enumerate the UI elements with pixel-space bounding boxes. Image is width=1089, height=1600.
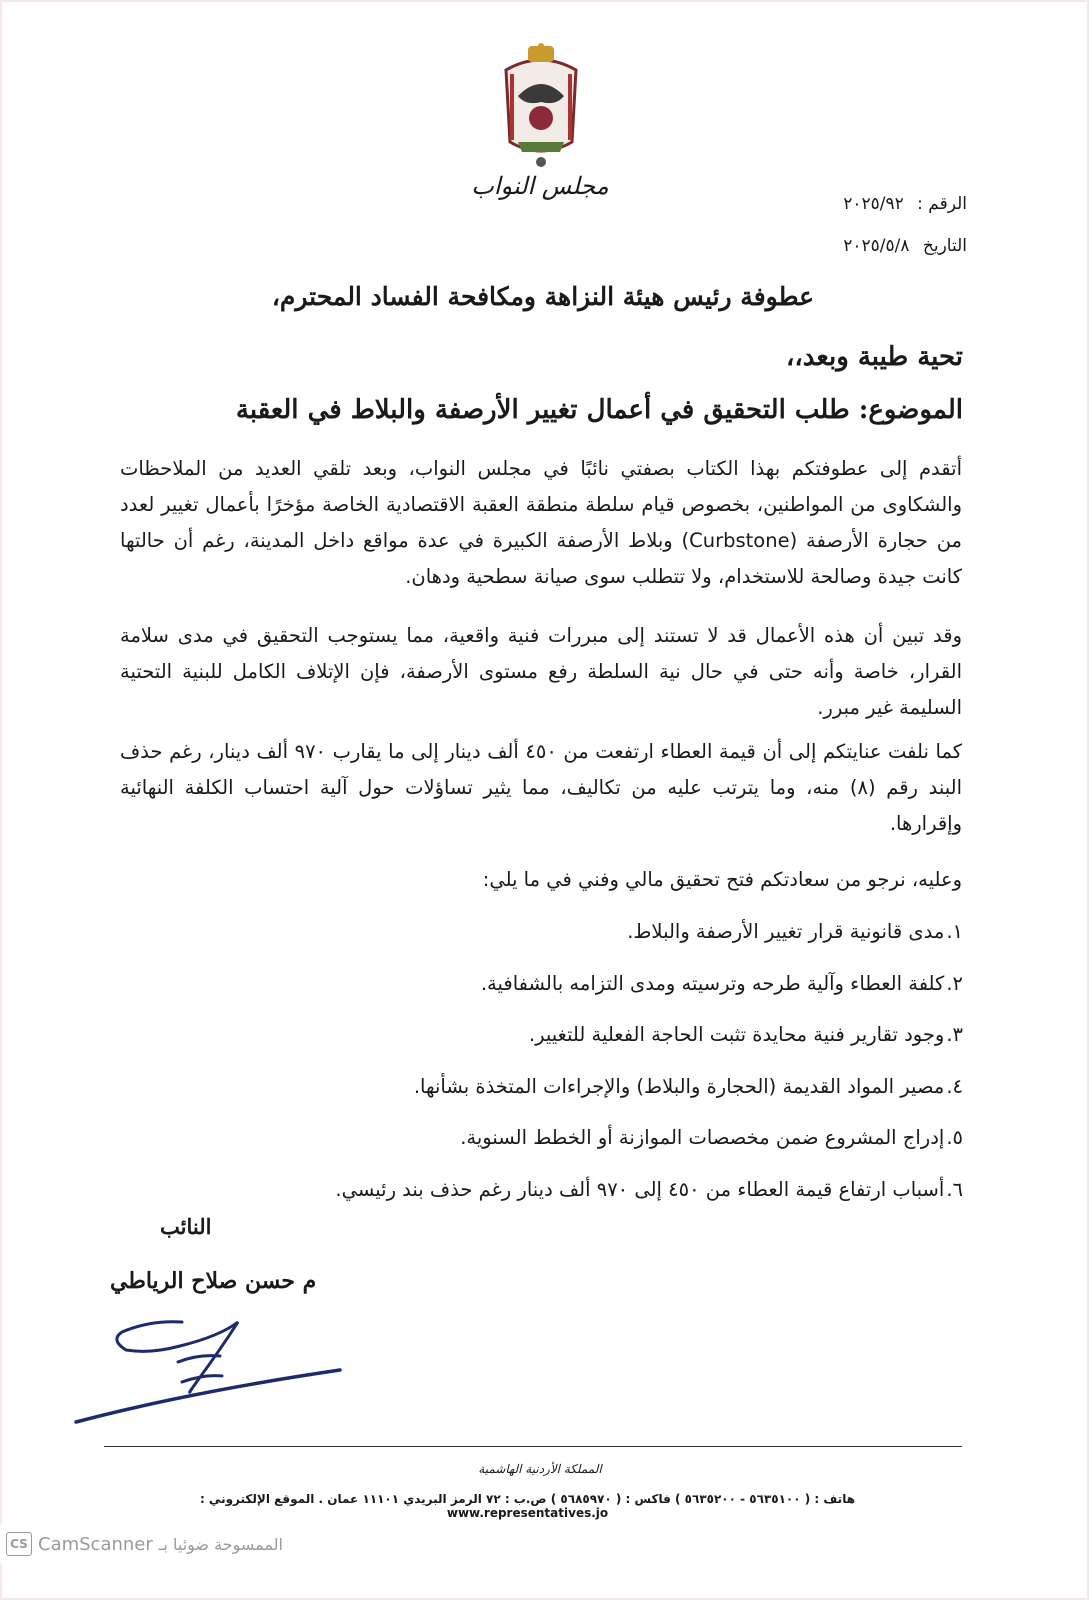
list-item: ٥.إدراج المشروع ضمن مخصصات الموازنة أو الخطط السنوية. — [460, 1126, 963, 1149]
greeting-line: تحية طيبة وبعد،، — [786, 342, 963, 372]
signature-title: النائب — [160, 1214, 212, 1239]
date-value: ٢٠٢٥/٥/٨ — [843, 236, 910, 256]
body-paragraph: أتقدم إلى عطوفتكم بهذا الكتاب بصفتي نائبًا في مجلس النواب، وبعد تلقي العديد من الملاحظات والشكاوى من المواطنين، بخصوص قيام سلطة منطقة العقبة الاقتصادية الخاصة مؤخرًا بأعمال تغيير لعدد من حجارة الأرصفة (Curbstone) وبلاط الأرصفة الكبيرة في عدة مواقع داخل المدينة، رغم أن حالتها كانت جيدة وصالحة للاستخدام، ولا تتطلب سوى صيانة سطحية ودهان. — [120, 457, 962, 588]
reference-label: الرقم : — [917, 194, 967, 214]
request-list — [335, 912, 963, 1221]
recipient-line: عطوفة رئيس هيئة النزاهة ومكافحة الفساد المحترم، — [271, 282, 814, 311]
camscanner-arabic: الممسوحة ضوئيا بـ — [158, 1534, 283, 1554]
body-paragraph: وقد تبين أن هذه الأعمال قد لا تستند إلى مبررات فنية واقعية، مما يستوجب التحقيق في مدى سلامة القرار، خاصة وأنه حتى في حال نية السلطة رفع مستوى الأرصفة، فإن الإتلاف الكامل للبنية التحتية السليمة غير مبرر. — [120, 624, 962, 719]
list-item: ٣.وجود تقارير فنية محايدة تثبت الحاجة الفعلية للتغيير. — [528, 1023, 963, 1046]
letter-date — [843, 236, 967, 256]
footer-kingdom: المملكة الأردنية الهاشمية — [478, 1462, 602, 1476]
subject-line: الموضوع: طلب التحقيق في أعمال تغيير الأرصفة والبلاط في العقبة — [235, 395, 963, 425]
camscanner-brand: CamScanner — [38, 1533, 153, 1555]
council-name: مجلس النواب — [471, 172, 609, 200]
body-paragraph: كما نلفت عنايتكم إلى أن قيمة العطاء ارتفعت من ٤٥٠ ألف دينار إلى ما يقارب ٩٧٠ ألف دينار، رغم حذف البند رقم (٨) منه، وما يترتب عليه من تكاليف، مما يثير تساؤلات حول آلية احتساب الكلفة النهائية وإقرارها. — [120, 740, 962, 835]
footer-contact: هاتف : ( ٥٦٣٥١٠٠ - ٥٦٣٥٢٠٠ ) فاكس : ( ٥٦٨٥٩٧٠ ) ص.ب : ٧٢ الرمز البريدي ١١١٠١ عمان . الموقع الإلكتروني : www.representatives.jo — [199, 1492, 856, 1520]
reference-value: ٢٠٢٥/٩٢ — [843, 194, 904, 214]
signature-name: م حسن صلاح الرياطي — [110, 1268, 317, 1294]
list-item: ٤.مصير المواد القديمة (الحجارة والبلاط) والإجراءات المتخذة بشأنها. — [413, 1074, 963, 1098]
camscanner-watermark — [0, 1524, 346, 1564]
handwritten-signature — [70, 1310, 350, 1430]
jordan-coat-of-arms-icon — [488, 42, 594, 170]
list-item: ١.مدى قانونية قرار تغيير الأرصفة والبلاط. — [627, 920, 963, 943]
list-item: ٦.أسباب ارتفاع قيمة العطاء من ٤٥٠ إلى ٩٧٠ ألف دينار رغم حذف بند رئيسي. — [335, 1177, 963, 1201]
footer-divider — [104, 1446, 962, 1447]
list-item: ٢.كلفة العطاء وآلية طرحه وترسيته ومدى التزامه بالشفافية. — [480, 971, 963, 995]
request-intro: وعليه، نرجو من سعادتكم فتح تحقيق مالي وفني في ما يلي: — [482, 868, 962, 891]
reference-number — [843, 194, 967, 214]
camscanner-logo-icon: CS — [6, 1532, 32, 1556]
date-label: التاريخ — [922, 236, 967, 256]
